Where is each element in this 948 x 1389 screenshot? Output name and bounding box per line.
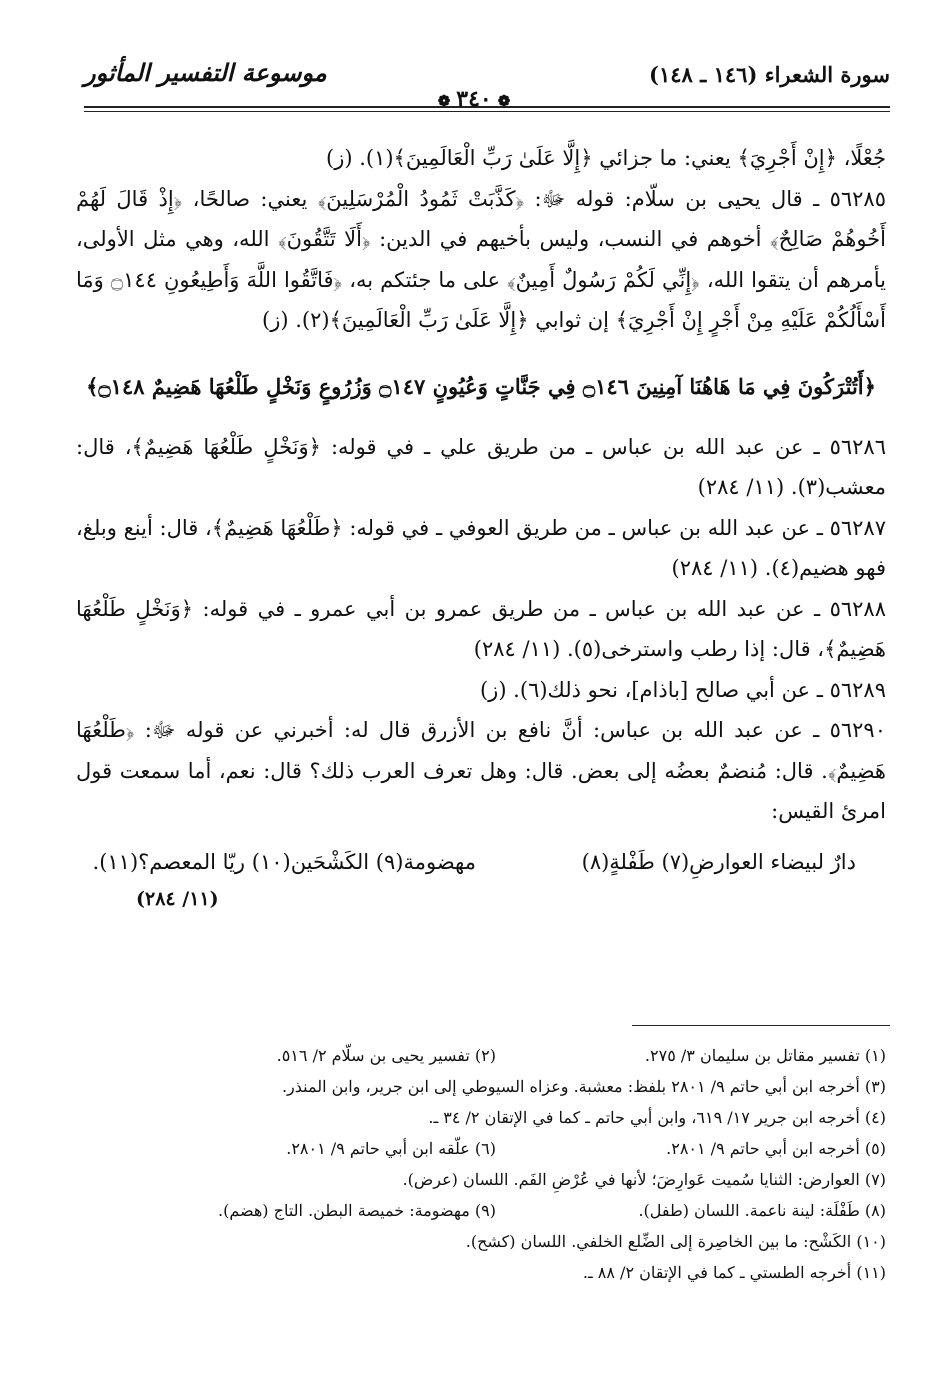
- footnote-row: [76, 1133, 886, 1164]
- narration-entry: ٥٦٢٩٠ ـ عن عبد الله بن عباس: أنَّ نافع بن الأزرق قال له: أخبرني عن قوله ﷻ: ﴿طَلْعُهَا هَضِيمٌ﴾. قال: مُنضمٌ بعضُه إلى بعض. قال: وهل تعرف العرب ذلك؟ قال: نعم، أما سمعت قول امرئ القيس:: [76, 718, 886, 823]
- poem-verse: [76, 842, 886, 882]
- footnote: (٨) طَفْلَة: لينة ناعمة. اللسان (طفل).: [638, 1201, 886, 1220]
- paragraph: جُعْلًا، ﴿إِنْ أَجْرِيَ﴾ يعني: ما جزائي ﴿إِلَّا عَلَىٰ رَبِّ الْعَالَمِينَ﴾(١). (ز): [326, 146, 886, 170]
- footnote: (٢) تفسير يحيى بن سلّام ٢/ ٥١٦.: [276, 1046, 496, 1065]
- ornament-icon: ❁: [437, 92, 451, 110]
- narration-entry: ٥٦٢٨٦ ـ عن عبد الله بن عباس ـ من طريق علي ـ في قوله: ﴿وَنَخْلٍ طَلْعُهَا هَضِيمٌ﴾، قال: معشب(٣). (١١/ ٢٨٤): [76, 434, 886, 499]
- footnotes: [76, 1040, 886, 1288]
- narration-entry: ٥٦٢٨٧ ـ عن عبد الله بن عباس ـ من طريق العوفي ـ في قوله: ﴿طَلْعُهَا هَضِيمٌ﴾، قال: أينع وبلغ، فهو هضيم(٤). (١١/ ٢٨٤): [76, 515, 886, 580]
- paragraph: ٥٦٢٨٥ ـ قال يحيى بن سلّام: قوله ﷻ: ﴿كَذَّبَتْ ثَمُودُ الْمُرْسَلِينَ﴾ يعني: صالحًا، ﴿إِذْ قَالَ لَهُمْ أَخُوهُمْ صَالِحٌ﴾ أخوهم في النسب، وليس بأخيهم في الدين: ﴿أَلَا تَتَّقُونَ﴾ الله، وهي مثل الأولى، يأمرهم أن يتقوا الله، ﴿إِنِّي لَكُمْ رَسُولٌ أَمِينٌ﴾ على ما جئتكم به، ﴿فَاتَّقُوا اللَّهَ وَأَطِيعُونِ ۝١٤٤ وَمَا أَسْأَلُكُمْ عَلَيْهِ مِنْ أَجْرٍ إِنْ أَجْرِيَ﴾ إن ثوابي ﴿إِلَّا عَلَىٰ رَبِّ الْعَالَمِينَ﴾(٢). (ز): [76, 186, 887, 332]
- page-number: ٣٤٠: [456, 86, 492, 112]
- footnote: (٧) العوارض: الثنايا سُميت عَوارِضَ؛ لأنها في عُرْضِ الفَم. اللسان (عرض).: [402, 1170, 886, 1189]
- footnote: (٤) أخرجه ابن جرير ١٧/ ٦١٩، وابن أبي حاتم ـ كما في الإتقان ٢/ ٣٤ ـ.: [428, 1108, 886, 1127]
- footnote: (٦) علّقه ابن أبي حاتم ٩/ ٢٨٠١.: [286, 1139, 496, 1158]
- surah-header: سورة الشعراء (١٤٦ ـ ١٤٨): [649, 62, 890, 87]
- footnote: (٣) أخرجه ابن أبي حاتم ٩/ ٢٨٠١ بلفظ: معشبة. وعزاه السيوطي إلى ابن جرير، وابن المنذر.: [281, 1077, 886, 1096]
- main-text: [76, 138, 886, 916]
- narration-entry: ٥٦٢٨٩ ـ عن أبي صالح [باذام]، نحو ذلك(٦). (ز): [479, 677, 886, 702]
- footnote-divider: [632, 1025, 890, 1026]
- poem-hemistich: دارٌ لبيضاء العوارضِ(٧) طَفْلةٍ(٨): [581, 849, 856, 874]
- footnote: (٩) مهضومة: خميصة البطن. التاج (هضم).: [218, 1201, 496, 1220]
- footnote: (٥) أخرجه ابن أبي حاتم ٩/ ٢٨٠١.: [666, 1139, 886, 1158]
- poem-hemistich: مهضومة(٩) الكَشْحَين(١٠) ريّا المعصم؟(١١).: [92, 849, 476, 874]
- footnote: (١٠) الكَشْح: ما بين الخاصِرة إلى الضِّلع الخلفي. اللسان (كشح).: [465, 1232, 886, 1251]
- footnote: (١١) أخرجه الطستي ـ كما في الإتقان ٢/ ٨٨ ـ.: [582, 1263, 886, 1282]
- narration-entry: ٥٦٢٨٨ ـ عن عبد الله بن عباس ـ من طريق عمرو بن أبي عمرو ـ في قوله: ﴿وَنَخْلٍ طَلْعُهَا هَضِيمٌ﴾، قال: إذا رطب واسترخى(٥). (١١/ ٢٨٤): [76, 596, 886, 661]
- quran-verse: ﴿أَتُتْرَكُونَ فِي مَا هَاهُنَا آمِنِينَ ۝١٤٦ فِي جَنَّاتٍ وَعُيُونٍ ۝١٤٧ وَزُرُوعٍ وَنَخْلٍ طَلْعُهَا هَضِيمٌ ۝١٤٨﴾: [86, 373, 876, 399]
- book-title: موسوعة التفسير المأثور: [84, 58, 327, 87]
- footnote: (١) تفسير مقاتل بن سليمان ٣/ ٢٧٥.: [644, 1046, 886, 1065]
- ornament-icon: ❁: [497, 92, 511, 110]
- footnote-row: [76, 1040, 886, 1071]
- footnote-row: [76, 1195, 886, 1226]
- poem-source-ref: (١١/ ٢٨٤): [136, 887, 219, 910]
- page-number-line: [0, 86, 948, 112]
